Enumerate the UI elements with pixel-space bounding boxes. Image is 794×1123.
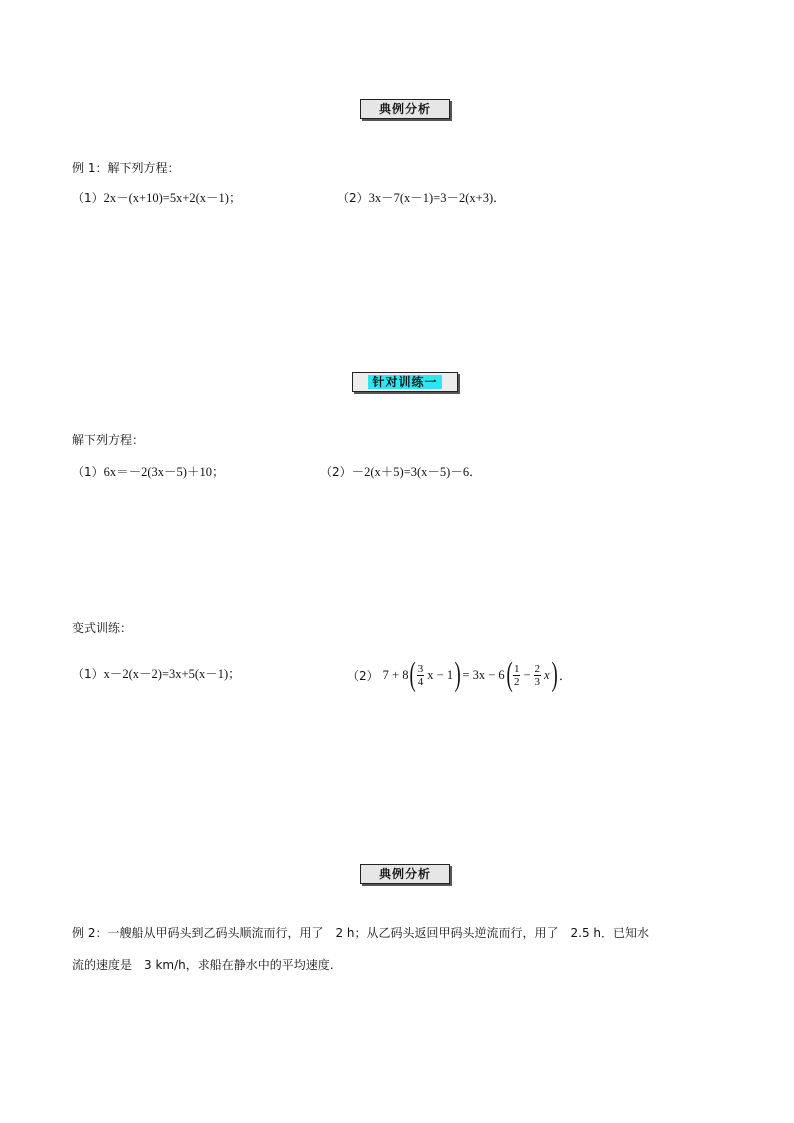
variant-question-2 — [345, 655, 573, 695]
equation-lhs-prefix: 7 + 8 — [382, 667, 409, 682]
left-paren-icon: ( — [410, 656, 417, 693]
question-label: （1） — [72, 667, 104, 681]
equation-inner-tail: x — [544, 667, 550, 682]
badge-label: 典例分析 — [378, 102, 431, 116]
section-badge-example-analysis-2 — [360, 864, 450, 884]
badge-label: 典例分析 — [378, 867, 431, 881]
fraction-numerator: 2 — [534, 662, 541, 675]
equation-end: ． — [558, 669, 572, 683]
equation: x－2(x－2)=3x+5(x－1)； — [103, 667, 241, 681]
example1-heading: 例 1：解下列方程： — [72, 161, 180, 175]
badge-label: 针对训练一 — [368, 375, 441, 389]
fraction-numerator: 3 — [417, 662, 424, 675]
equation: 6x＝－2(3x－5)＋10； — [103, 465, 225, 479]
question-label: （2） — [347, 668, 379, 683]
equation-middle: = 3x − 6 — [462, 667, 505, 682]
training1-question-1 — [72, 464, 224, 480]
section-badge-example-analysis — [360, 99, 450, 119]
fraction-numerator: 1 — [513, 662, 520, 675]
equation-inner-tail: x − 1 — [427, 667, 454, 682]
example1-question-1 — [72, 190, 241, 206]
training1-question-2 — [320, 464, 482, 480]
fraction-three-quarters — [417, 663, 425, 688]
question-label: （1） — [72, 191, 104, 205]
fraction-one-half — [513, 663, 521, 688]
variant-heading: 变式训练： — [72, 621, 133, 635]
section-badge-targeted-training — [352, 372, 458, 392]
fraction-denominator: 2 — [513, 675, 520, 688]
example2-line-2: 流的速度是 3 km/h，求船在静水中的平均速度. — [72, 958, 334, 972]
equation: 3x－7(x－1)=3－2(x+3)． — [368, 191, 506, 205]
minus-sign: − — [523, 667, 531, 682]
left-paren-icon: ( — [506, 656, 513, 693]
equation: －2(x＋5)=3(x－5)－6． — [351, 465, 482, 479]
example1-question-2 — [337, 190, 506, 206]
question-label: （1） — [72, 465, 104, 479]
question-label: （2） — [320, 465, 352, 479]
fraction-denominator: 4 — [417, 675, 424, 688]
training1-heading: 解下列方程： — [72, 433, 145, 447]
example2-line-1: 例 2：一艘船从甲码头到乙码头顺流而行，用了 2 h；从乙码头返回甲码头逆流而行，用了 2.5 h．已知水 — [72, 926, 650, 940]
equation: 2x－(x+10)=5x+2(x－1)； — [103, 191, 242, 205]
right-paren-icon: ) — [454, 656, 461, 693]
fraction-denominator: 3 — [534, 675, 541, 688]
right-paren-icon: ) — [551, 656, 558, 693]
variant-question-1 — [72, 666, 241, 682]
question-label: （2） — [337, 191, 369, 205]
fraction-two-thirds — [534, 663, 542, 688]
